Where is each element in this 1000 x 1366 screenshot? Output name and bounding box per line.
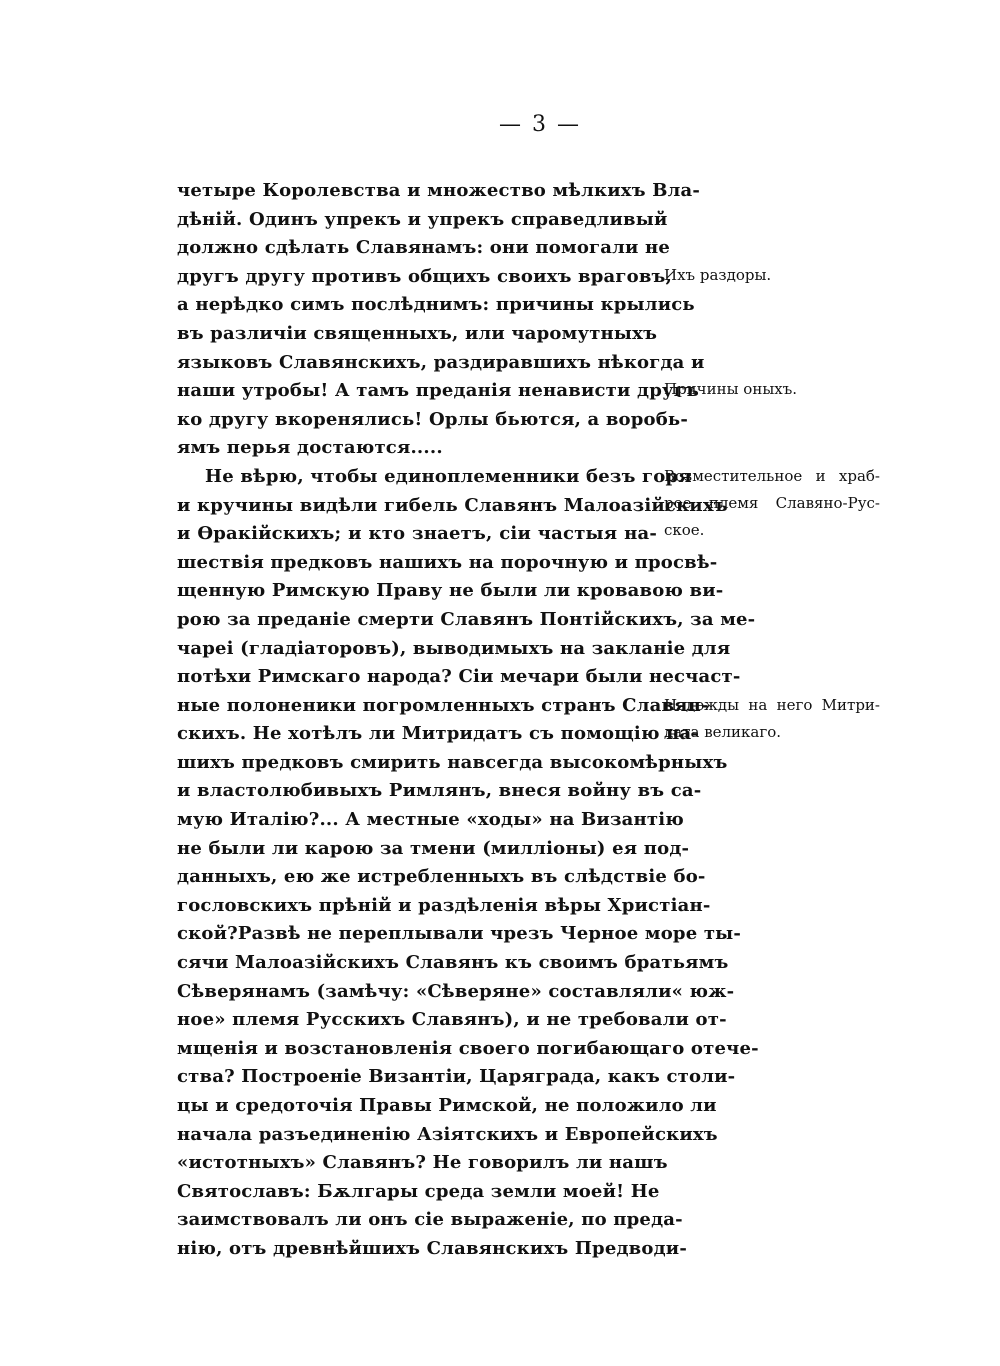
text-line: дѣній. Одинъ упрекъ и упрекъ справедливый (177, 208, 668, 230)
margin-note-slavo-russian-tribe (664, 463, 880, 544)
margin-note-line: дата великаго. (664, 723, 782, 741)
margin-note-causes (664, 376, 880, 403)
text-line: Святославъ: Бѫлгары среда земли моей! Не (177, 1180, 660, 1202)
text-line: данныхъ, ею же истребленныхъ въ слѣдствіе бо- (177, 866, 706, 888)
text-line: Сѣверянамъ (замѣчу: «Сѣверяне» составляли« юж- (177, 980, 735, 1002)
text-line: сячи Малоазійскихъ Славянъ къ своимъ братьямъ (177, 952, 729, 974)
paragraph-start-line: Не вѣрю, чтобы единоплеменники безъ горя (205, 465, 692, 487)
text-line: ской?Развѣ не переплывали чрезъ Черное море ты- (177, 923, 742, 945)
text-line: должно сдѣлать Славянамъ: они помогали не (177, 237, 671, 259)
text-line: въ различіи священныхъ, или чаромутныхъ (177, 322, 658, 344)
text-line: шихъ предковъ смирить навсегда высокомѣрныхъ (177, 751, 728, 773)
text-line: нію, отъ древнѣйшихъ Славянскихъ Предводи- (177, 1237, 688, 1259)
text-line: и властолюбивыхъ Римлянъ, внеся войну въ са- (177, 780, 702, 802)
margin-note-line: Надежды на него Митри- (664, 696, 880, 714)
page-number: — 3 — (499, 112, 581, 137)
text-line: не были ли карою за тмени (милліоны) ея под- (177, 837, 690, 859)
margin-note-line: Возместительное и храб- (664, 467, 880, 485)
text-line: ко другу вкоренялись! Орлы бьются, а воробь- (177, 408, 689, 430)
text-line: рою за преданіе смерти Славянъ Понтійскихъ, за ме- (177, 608, 756, 630)
text-line: другъ другу противъ общихъ своихъ враговъ, (177, 265, 673, 287)
text-line: ямъ перья достаются..... (177, 437, 443, 459)
text-line: языковъ Славянскихъ, раздиравшихъ нѣкогда и (177, 351, 705, 373)
text-line: а нерѣдко симъ послѣднимъ: причины крылись (177, 294, 695, 316)
text-line: и Ѳракійскихъ; и кто знаетъ, сіи частыя на- (177, 523, 657, 545)
text-line: ные полоненики погромленныхъ странъ Славян- (177, 694, 709, 716)
margin-note-line: Причины оныхъ. (664, 380, 798, 398)
text-line: шествія предковъ нашихъ на порочную и просвѣ- (177, 551, 718, 573)
text-line: четыре Королевства и множество мѣлкихъ Вла- (177, 180, 701, 201)
margin-note-mithridates (664, 692, 880, 746)
text-line: мщенія и возстановленія своего погибающаго отече- (177, 1037, 759, 1059)
text-line: цы и средоточія Правы Римской, не положило ли (177, 1095, 717, 1116)
text-line: ства? Построеніе Византіи, Царяграда, какъ столи- (177, 1066, 736, 1088)
text-line: ное» племя Русскихъ Славянъ), и не требовали от- (177, 1009, 727, 1031)
text-line: скихъ. Не хотѣлъ ли Митридатъ съ помощію на- (177, 723, 699, 745)
margin-note-line: ское. (664, 521, 705, 539)
margin-note-line: Ихъ раздоры. (664, 266, 772, 284)
text-line: чареі (гладіаторовъ), выводимыхъ на закланіе для (177, 637, 731, 659)
text-line: потѣхи Римскаго народа? Сіи мечари были несчаст- (177, 666, 741, 688)
text-line: щенную Римскую Праву не были ли кровавою ви- (177, 580, 724, 602)
text-line: «истотныхъ» Славянъ? Не говорилъ ли нашъ (177, 1152, 668, 1174)
text-line: заимствовалъ ли онъ сіе выраженіе, по преда- (177, 1209, 683, 1231)
margin-note-discord (664, 262, 880, 289)
text-line: и кручины видѣли гибель Славянъ Малоазійскихъ (177, 494, 728, 516)
margin-note-line: рое племя Славяно-Рус- (664, 494, 880, 512)
text-line: начала разъединенію Азіятскихъ и Европейскихъ (177, 1123, 718, 1145)
text-line: наши утробы! А тамъ преданія ненависти другъ (177, 380, 699, 402)
text-line: гословскихъ прѣній и раздѣленія вѣры Христіан- (177, 894, 711, 916)
text-line: мую Италію?... А местные «ходы» на Византію (177, 809, 684, 831)
